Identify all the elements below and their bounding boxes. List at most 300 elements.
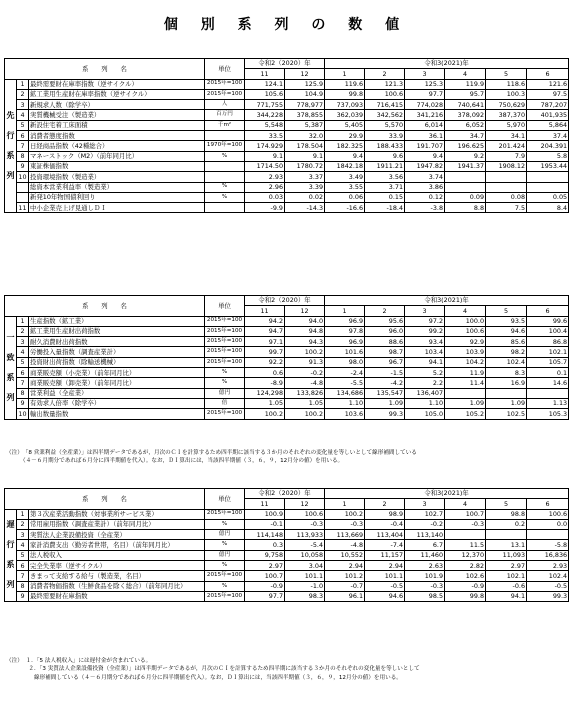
value-cell: -0.9 <box>245 581 285 591</box>
value-cell: 0.12 <box>405 192 445 202</box>
table-row <box>5 388 569 398</box>
value-cell: 362,039 <box>325 110 365 120</box>
table-row <box>5 591 569 601</box>
value-cell: 103.9 <box>445 347 486 357</box>
value-cell: 3.56 <box>365 172 405 182</box>
value-cell: 7.9 <box>486 151 527 161</box>
value-cell: 787,207 <box>527 100 569 110</box>
value-cell: 105.6 <box>245 89 285 99</box>
month-header: 4 <box>445 306 486 316</box>
series-name: 輸出数量指数 <box>29 409 205 419</box>
row-number: 2 <box>17 326 29 336</box>
series-name: 実質法人企業設備投資（全産業） <box>29 530 205 540</box>
series-name: 投資財出荷指数（除輸送機械） <box>29 357 205 367</box>
value-cell: 100.2 <box>285 409 325 419</box>
table-row <box>5 357 569 367</box>
value-cell: 105.7 <box>527 357 569 367</box>
value-cell: 16,836 <box>527 550 569 560</box>
month-header: 12 <box>285 499 325 509</box>
section-label <box>5 79 17 213</box>
unit-cell: 1970年=100 <box>205 141 245 151</box>
year-2020-header: 令和2（2020）年 <box>245 59 325 69</box>
value-cell: 100.7 <box>445 509 486 519</box>
row-number: 6 <box>17 561 29 571</box>
series-name: 東証株価指数 <box>29 161 205 171</box>
series-name-header: 系 列 名 <box>5 489 205 510</box>
unit-cell <box>205 172 245 182</box>
value-cell: 401,935 <box>527 110 569 120</box>
value-cell: 9.4 <box>405 151 445 161</box>
value-cell: 13.1 <box>486 540 527 550</box>
row-number: 11 <box>18 203 27 212</box>
value-cell: 6.7 <box>405 540 445 550</box>
series-name: 消費者物価指数（生鮮食品を除く総合）（前年同月比） <box>29 581 205 591</box>
value-cell: 378,092 <box>445 110 486 120</box>
row-number: 1 <box>17 509 29 519</box>
value-cell: 101.9 <box>405 571 445 581</box>
value-cell: -0.3 <box>325 519 365 529</box>
month-header: 11 <box>245 69 285 79</box>
value-cell <box>527 172 569 182</box>
series-name-header: 系 列 名 <box>5 59 205 80</box>
value-cell: 1.10 <box>325 398 365 408</box>
value-cell: 5.8 <box>527 151 569 161</box>
lagging-note: （注） １．「5 法人税収入」には遅付金が含まれている。 ２．「3 実質法人企業設備投資（全産業）」は四半期データであるが，月次のＣＩを計算するため四半期に該当する３か月のそれぞれの変化量を等しいとして 線形補間している（４－６月期分であれば６月分に四半期値を代入）。なお，ＤＩ算出には，当該四半期値（３，６，９，12月分の値）を用いる。 <box>6 658 420 681</box>
value-cell: 103.4 <box>405 347 445 357</box>
value-cell: 204.391 <box>527 141 569 151</box>
value-cell: 182.325 <box>325 141 365 151</box>
value-cell: 1842.18 <box>325 161 365 171</box>
value-cell: 97.8 <box>325 326 365 336</box>
value-cell: 2.97 <box>245 561 285 571</box>
value-cell: 0.15 <box>365 192 405 202</box>
table-row <box>5 110 569 120</box>
series-name: 完全失業率（逆サイクル） <box>29 561 205 571</box>
series-name: 日経商品指数（42種総合） <box>29 141 205 151</box>
value-cell: -0.3 <box>285 519 325 529</box>
value-cell: -4.2 <box>365 378 405 388</box>
series-name: マネーストック（M2）（前年同月比） <box>29 151 205 161</box>
row-number: 4 <box>17 110 29 120</box>
value-cell: 174.929 <box>245 141 285 151</box>
month-header: 3 <box>405 306 445 316</box>
value-cell: -3.8 <box>405 203 445 213</box>
value-cell: 344,228 <box>245 110 285 120</box>
value-cell: 774,028 <box>405 100 445 110</box>
value-cell: 98.9 <box>365 509 405 519</box>
month-header: 5 <box>486 499 527 509</box>
value-cell: 0.06 <box>325 192 365 202</box>
table-row <box>5 561 569 571</box>
value-cell: 103.6 <box>325 409 365 419</box>
value-cell: -16.6 <box>325 203 365 213</box>
value-cell: 9.2 <box>445 151 486 161</box>
table-row <box>5 378 569 388</box>
value-cell: -0.2 <box>285 368 325 378</box>
unit-cell: 人 <box>205 100 245 110</box>
series-name: 第３次産業活動指数（対事業所サービス業） <box>29 509 205 519</box>
value-cell: 94.0 <box>285 316 325 326</box>
value-cell: 16.9 <box>486 378 527 388</box>
value-cell <box>486 388 527 398</box>
table-row <box>5 337 569 347</box>
value-cell: 96.9 <box>325 316 365 326</box>
value-cell: 191.707 <box>405 141 445 151</box>
value-cell: 113,669 <box>325 530 365 540</box>
value-cell: 97.7 <box>245 591 285 601</box>
header-row <box>5 296 569 306</box>
value-cell: 133,826 <box>285 388 325 398</box>
value-cell <box>445 388 486 398</box>
series-name-header: 系 列 名 <box>5 296 205 317</box>
value-cell: 92.9 <box>445 337 486 347</box>
value-cell: 94.1 <box>486 591 527 601</box>
value-cell: 0.09 <box>445 192 486 202</box>
value-cell: 2.97 <box>486 561 527 571</box>
value-cell: 10,058 <box>285 550 325 560</box>
value-cell: 102.1 <box>527 347 569 357</box>
row-number: 9 <box>17 161 29 171</box>
value-cell: 12,370 <box>445 550 486 560</box>
unit-cell: 2015年=100 <box>205 316 245 326</box>
month-header: 12 <box>285 306 325 316</box>
value-cell: 3.49 <box>325 172 365 182</box>
value-cell: 2.94 <box>325 561 365 571</box>
value-cell: 102.4 <box>527 571 569 581</box>
value-cell: 98.5 <box>405 591 445 601</box>
value-cell: 341,216 <box>405 110 445 120</box>
value-cell: 9.1 <box>245 151 285 161</box>
value-cell: 3.39 <box>285 182 325 192</box>
value-cell: 99.8 <box>445 591 486 601</box>
value-cell: 99.8 <box>325 89 365 99</box>
unit-cell: 2015年=100 <box>205 357 245 367</box>
value-cell: 98.8 <box>486 509 527 519</box>
value-cell: 1911.21 <box>365 161 405 171</box>
value-cell: 1.05 <box>245 398 285 408</box>
table-row <box>5 368 569 378</box>
unit-cell: % <box>205 182 245 192</box>
row-number: 7 <box>17 378 29 388</box>
value-cell: 3.71 <box>365 182 405 192</box>
series-name: 鉱工業用生産財在庫率指数（逆サイクル） <box>29 89 205 99</box>
value-cell: 125.3 <box>405 79 445 89</box>
value-cell: 5,548 <box>245 120 285 130</box>
table-row <box>5 571 569 581</box>
unit-cell: 2015年=100 <box>205 347 245 357</box>
value-cell: 378,855 <box>285 110 325 120</box>
unit-cell: % <box>205 540 245 550</box>
value-cell: 94.6 <box>486 326 527 336</box>
month-header: 1 <box>325 306 365 316</box>
value-cell: 11.9 <box>445 368 486 378</box>
value-cell: 740,641 <box>445 100 486 110</box>
value-cell: 9,758 <box>245 550 285 560</box>
value-cell: 94.2 <box>245 316 285 326</box>
value-cell: 100.6 <box>445 326 486 336</box>
value-cell: 98.7 <box>365 347 405 357</box>
value-cell: 737,093 <box>325 100 365 110</box>
value-cell: 1.10 <box>405 398 445 408</box>
series-name: 有効求人倍率（除学卒） <box>29 398 205 408</box>
value-cell: 1953.44 <box>527 161 569 171</box>
value-cell: 1.09 <box>486 398 527 408</box>
series-name: 新規求人数（除学卒） <box>29 100 205 110</box>
month-header: 1 <box>325 69 365 79</box>
section-label-text: 一 致 系 列 <box>6 332 15 402</box>
table-row <box>5 192 569 202</box>
unit-cell: % <box>205 581 245 591</box>
value-cell: 9.6 <box>365 151 405 161</box>
value-cell: -7.4 <box>365 540 405 550</box>
month-header: 4 <box>445 69 486 79</box>
value-cell: 1.05 <box>285 398 325 408</box>
value-cell: 0.02 <box>285 192 325 202</box>
month-header: 6 <box>527 306 569 316</box>
value-cell: 91.3 <box>285 357 325 367</box>
unit-cell: 億円 <box>205 530 245 540</box>
row-number: 8 <box>17 151 29 161</box>
value-cell: 88.6 <box>365 337 405 347</box>
section-label <box>5 509 17 602</box>
value-cell: 8.8 <box>445 203 486 213</box>
value-cell: 342,562 <box>365 110 405 120</box>
row-number: 5 <box>17 550 29 560</box>
unit-header: 単位 <box>205 296 245 317</box>
value-cell: 2.82 <box>445 561 486 571</box>
value-cell: -0.2 <box>405 519 445 529</box>
value-cell: 5,864 <box>527 120 569 130</box>
value-cell: 94.1 <box>405 357 445 367</box>
value-cell: 100.6 <box>527 509 569 519</box>
value-cell: 5,970 <box>486 120 527 130</box>
series-name: 総資本営業利益率（製造業） <box>29 182 205 192</box>
section-label <box>5 316 17 419</box>
series-name: 新発10年物国債利回り <box>29 192 205 202</box>
series-name: きまって支給する給与（製造業，名目） <box>29 571 205 581</box>
value-cell: 2.96 <box>245 182 285 192</box>
value-cell: -4.8 <box>325 540 365 550</box>
value-cell: 5.2 <box>405 368 445 378</box>
value-cell: 1908.12 <box>486 161 527 171</box>
value-cell: 716,415 <box>365 100 405 110</box>
value-cell: 102.5 <box>486 409 527 419</box>
unit-cell: 百万円 <box>205 110 245 120</box>
row-number: 2 <box>17 89 29 99</box>
value-cell: 100.2 <box>245 409 285 419</box>
value-cell: 0.08 <box>486 192 527 202</box>
unit-cell: % <box>205 151 245 161</box>
value-cell: 3.55 <box>325 182 365 192</box>
value-cell: 134,686 <box>325 388 365 398</box>
value-cell: 124.1 <box>245 79 285 89</box>
value-cell: 99.6 <box>527 316 569 326</box>
table-row <box>5 161 569 171</box>
value-cell: 100.2 <box>325 509 365 519</box>
row-number: 8 <box>17 388 29 398</box>
row-number: 8 <box>17 581 29 591</box>
row-number: 3 <box>17 100 29 110</box>
unit-cell: 2015年=100 <box>205 509 245 519</box>
value-cell: 8.3 <box>486 368 527 378</box>
section-label-text: 先 行 系 列 <box>6 111 15 181</box>
table-row <box>5 182 569 192</box>
value-cell: 104.2 <box>445 357 486 367</box>
series-name: 中小企業売上げ見通しＤＩ <box>29 203 205 213</box>
value-cell: 99.2 <box>405 326 445 336</box>
value-cell: 10,552 <box>325 550 365 560</box>
row-number: 7 <box>17 141 29 151</box>
value-cell: 100.2 <box>285 347 325 357</box>
value-cell: 102.6 <box>445 571 486 581</box>
month-header: 6 <box>527 69 569 79</box>
unit-cell: 倍 <box>205 398 245 408</box>
header-row <box>5 489 569 499</box>
series-name: 商業販売額（小売業）（前年同月比） <box>29 368 205 378</box>
value-cell: 125.9 <box>285 79 325 89</box>
series-name: 消費者態度指数 <box>29 131 205 141</box>
value-cell: 1780.72 <box>285 161 325 171</box>
value-cell: -2.4 <box>325 368 365 378</box>
value-cell: 5,405 <box>325 120 365 130</box>
month-header: 6 <box>527 499 569 509</box>
value-cell: 34.7 <box>445 131 486 141</box>
coincident-series-table <box>4 295 569 420</box>
value-cell: 778,977 <box>285 100 325 110</box>
series-name: 商業販売額（卸売業）（前年同月比） <box>29 378 205 388</box>
value-cell: 97.7 <box>405 89 445 99</box>
value-cell: 178.504 <box>285 141 325 151</box>
value-cell: 96.0 <box>365 326 405 336</box>
value-cell: 5,570 <box>365 120 405 130</box>
table-row <box>5 581 569 591</box>
value-cell: 1.09 <box>445 398 486 408</box>
value-cell: 93.4 <box>405 337 445 347</box>
table-row <box>5 141 569 151</box>
row-number: 6 <box>17 368 29 378</box>
value-cell: 118.6 <box>486 79 527 89</box>
value-cell: -0.9 <box>445 581 486 591</box>
value-cell: 33.9 <box>365 131 405 141</box>
value-cell: 196.625 <box>445 141 486 151</box>
month-header: 12 <box>285 69 325 79</box>
value-cell: 121.6 <box>527 79 569 89</box>
row-number: 9 <box>17 398 29 408</box>
value-cell: 136,407 <box>405 388 445 398</box>
unit-cell: 2015年=100 <box>205 409 245 419</box>
value-cell <box>486 182 527 192</box>
value-cell: 33.5 <box>245 131 285 141</box>
table-row <box>5 540 569 550</box>
value-cell: -0.6 <box>486 581 527 591</box>
value-cell: 97.1 <box>245 337 285 347</box>
value-cell: 119.9 <box>445 79 486 89</box>
value-cell: -5.8 <box>527 540 569 550</box>
value-cell: 750,629 <box>486 100 527 110</box>
value-cell: 99.3 <box>527 591 569 601</box>
series-name: 営業利益（全産業） <box>29 388 205 398</box>
row-number <box>17 182 29 192</box>
value-cell: 102.7 <box>405 509 445 519</box>
unit-cell: 2015年=100 <box>205 337 245 347</box>
unit-cell: 2015年=100 <box>205 591 245 601</box>
row-number: 1 <box>17 316 29 326</box>
value-cell: 1714.50 <box>245 161 285 171</box>
value-cell: -9.9 <box>245 203 285 213</box>
value-cell: -8.9 <box>245 378 285 388</box>
leading-series-table <box>4 58 569 213</box>
unit-cell <box>205 161 245 171</box>
value-cell: -5.4 <box>285 540 325 550</box>
value-cell: 92.2 <box>245 357 285 367</box>
value-cell: 2.93 <box>245 172 285 182</box>
value-cell <box>445 172 486 182</box>
value-cell <box>486 530 527 540</box>
value-cell: 124,298 <box>245 388 285 398</box>
value-cell: 96.1 <box>325 591 365 601</box>
year-2020-header: 令和2（2020）年 <box>245 489 325 499</box>
value-cell: 3.74 <box>405 172 445 182</box>
value-cell: 29.9 <box>325 131 365 141</box>
value-cell: 6,052 <box>445 120 486 130</box>
value-cell: 11,157 <box>365 550 405 560</box>
row-number: 5 <box>17 120 29 130</box>
value-cell: 121.3 <box>365 79 405 89</box>
series-name: 生産指数（鉱工業） <box>29 316 205 326</box>
row-number: 4 <box>17 347 29 357</box>
value-cell: 3.86 <box>405 182 445 192</box>
unit-cell: % <box>205 368 245 378</box>
value-cell: 36.1 <box>405 131 445 141</box>
month-header: 1 <box>325 499 365 509</box>
value-cell: 3.04 <box>285 561 325 571</box>
value-cell: 100.0 <box>445 316 486 326</box>
value-cell: 0.1 <box>527 368 569 378</box>
table-row <box>5 509 569 519</box>
value-cell: 32.0 <box>285 131 325 141</box>
value-cell <box>527 182 569 192</box>
value-cell: 94.8 <box>285 326 325 336</box>
value-cell: 101.1 <box>365 571 405 581</box>
table-row <box>5 409 569 419</box>
value-cell: 8.4 <box>527 203 569 213</box>
value-cell: -1.0 <box>285 581 325 591</box>
unit-cell: 2015年=100 <box>205 79 245 89</box>
row-number: 3 <box>17 530 29 540</box>
unit-cell: % <box>205 378 245 388</box>
value-cell: 93.5 <box>486 316 527 326</box>
value-cell <box>445 530 486 540</box>
value-cell: 0.03 <box>245 192 285 202</box>
table-row <box>5 151 569 161</box>
value-cell: 11.4 <box>445 378 486 388</box>
value-cell: 37.4 <box>527 131 569 141</box>
value-cell: 34.1 <box>486 131 527 141</box>
value-cell: 101.2 <box>325 571 365 581</box>
value-cell: -4.8 <box>285 378 325 388</box>
value-cell: 104.9 <box>285 89 325 99</box>
month-header: 3 <box>405 499 445 509</box>
value-cell: -0.5 <box>527 581 569 591</box>
value-cell: 11,460 <box>405 550 445 560</box>
value-cell: 3.37 <box>285 172 325 182</box>
value-cell: 86.8 <box>527 337 569 347</box>
value-cell: 100.9 <box>245 509 285 519</box>
value-cell: 113,933 <box>285 530 325 540</box>
value-cell: 14.6 <box>527 378 569 388</box>
row-number: 1 <box>17 79 29 89</box>
unit-cell: 2015年=100 <box>205 89 245 99</box>
